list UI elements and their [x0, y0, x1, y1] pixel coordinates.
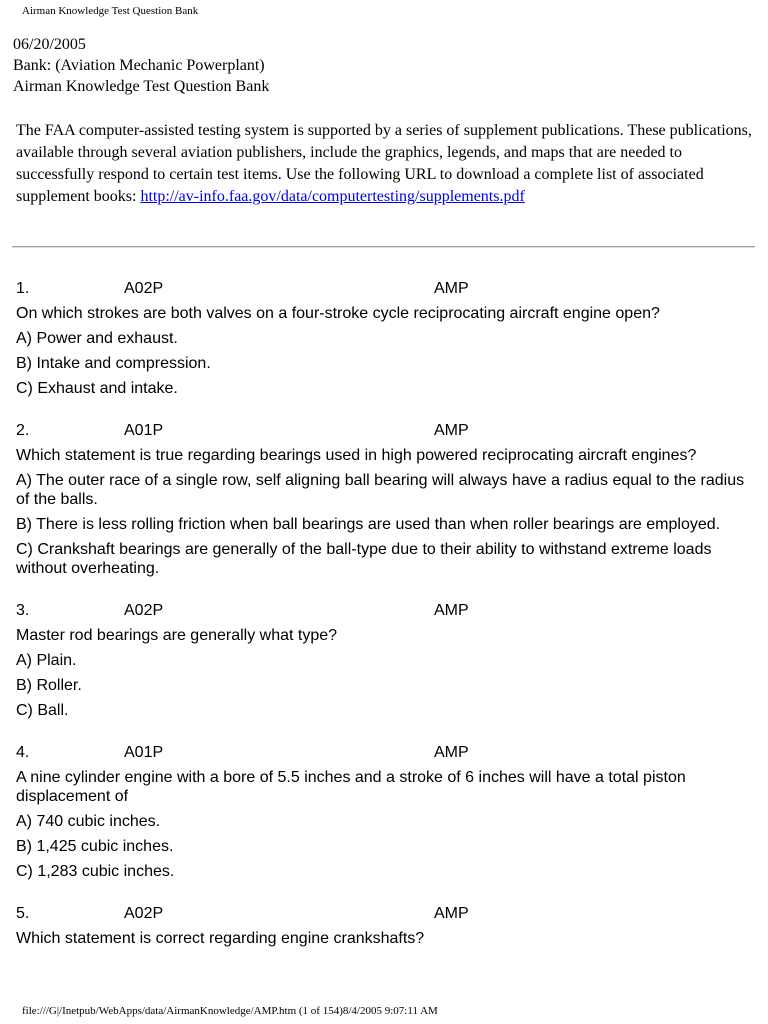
- answer-option: C) Exhaust and intake.: [16, 380, 178, 397]
- question-text: A nine cylinder engine with a bore of 5.5 inches and a stroke of 6 inches will have a total piston displacement of: [16, 769, 686, 805]
- print-footer-path: file:///G|/Inetpub/WebApps/data/AirmanKnowledge/AMP.htm (1 of 154)8/4/2005 9:07:11 AM: [22, 1005, 438, 1017]
- question-header: [16, 601, 751, 620]
- bank-name: Bank: (Aviation Mechanic Powerplant): [13, 57, 265, 74]
- question-code: A02P: [124, 280, 164, 297]
- answer-option: A) 740 cubic inches.: [16, 813, 161, 830]
- question-number: 2.: [16, 422, 30, 439]
- bank-title: Airman Knowledge Test Question Bank: [13, 78, 270, 95]
- question-number: 1.: [16, 280, 30, 297]
- question-code: A02P: [124, 602, 164, 619]
- question-text: Which statement is true regarding bearings used in high powered reciprocating aircraft engines?: [16, 447, 697, 464]
- print-header-title: Airman Knowledge Test Question Bank: [22, 5, 199, 17]
- bank-meta: [13, 34, 269, 97]
- question-list: [16, 279, 751, 971]
- question-item: [16, 601, 751, 720]
- question-number: 3.: [16, 602, 30, 619]
- question-bank: AMP: [434, 602, 469, 619]
- answer-option: C) Ball.: [16, 702, 69, 719]
- question-number: 4.: [16, 744, 30, 761]
- question-bank: AMP: [434, 422, 469, 439]
- supplements-link[interactable]: http://av-info.faa.gov/data/computertesting/supplements.pdf: [140, 188, 525, 205]
- horizontal-rule: [12, 246, 755, 248]
- intro-paragraph: [16, 120, 756, 208]
- answer-option: C) Crankshaft bearings are generally of the ball-type due to their ability to withstand extreme loads without overheating.: [16, 541, 712, 577]
- question-code: A02P: [124, 905, 164, 922]
- question-item: [16, 743, 751, 881]
- intro-text: The FAA computer-assisted testing system is supported by a series of supplement publications. These publications, available through several aviation publishers, include the graphics, legends, and maps that are needed to successfully respond to certain test items. Use the following URL to download a complete list of associated supplement books:: [16, 122, 752, 205]
- answer-option: B) There is less rolling friction when ball bearings are used than when roller bearings are employed.: [16, 516, 721, 533]
- question-number: 5.: [16, 905, 30, 922]
- question-text: Which statement is correct regarding engine crankshafts?: [16, 930, 425, 947]
- question-header: [16, 743, 751, 762]
- question-item: [16, 421, 751, 578]
- question-header: [16, 904, 751, 923]
- question-text: Master rod bearings are generally what type?: [16, 627, 338, 644]
- answer-option: C) 1,283 cubic inches.: [16, 863, 175, 880]
- question-bank: AMP: [434, 280, 469, 297]
- question-item: [16, 904, 751, 948]
- answer-option: A) The outer race of a single row, self aligning ball bearing will always have a radius equal to the radius of the balls.: [16, 472, 745, 508]
- answer-option: B) Intake and compression.: [16, 355, 211, 372]
- question-bank: AMP: [434, 744, 469, 761]
- bank-date: 06/20/2005: [13, 36, 86, 53]
- question-item: [16, 279, 751, 398]
- question-text: On which strokes are both valves on a four-stroke cycle reciprocating aircraft engine open?: [16, 305, 660, 322]
- question-header: [16, 421, 751, 440]
- answer-option: A) Power and exhaust.: [16, 330, 178, 347]
- question-code: A01P: [124, 744, 164, 761]
- answer-option: B) 1,425 cubic inches.: [16, 838, 174, 855]
- question-header: [16, 279, 751, 298]
- question-bank: AMP: [434, 905, 469, 922]
- answer-option: B) Roller.: [16, 677, 82, 694]
- answer-option: A) Plain.: [16, 652, 77, 669]
- question-code: A01P: [124, 422, 164, 439]
